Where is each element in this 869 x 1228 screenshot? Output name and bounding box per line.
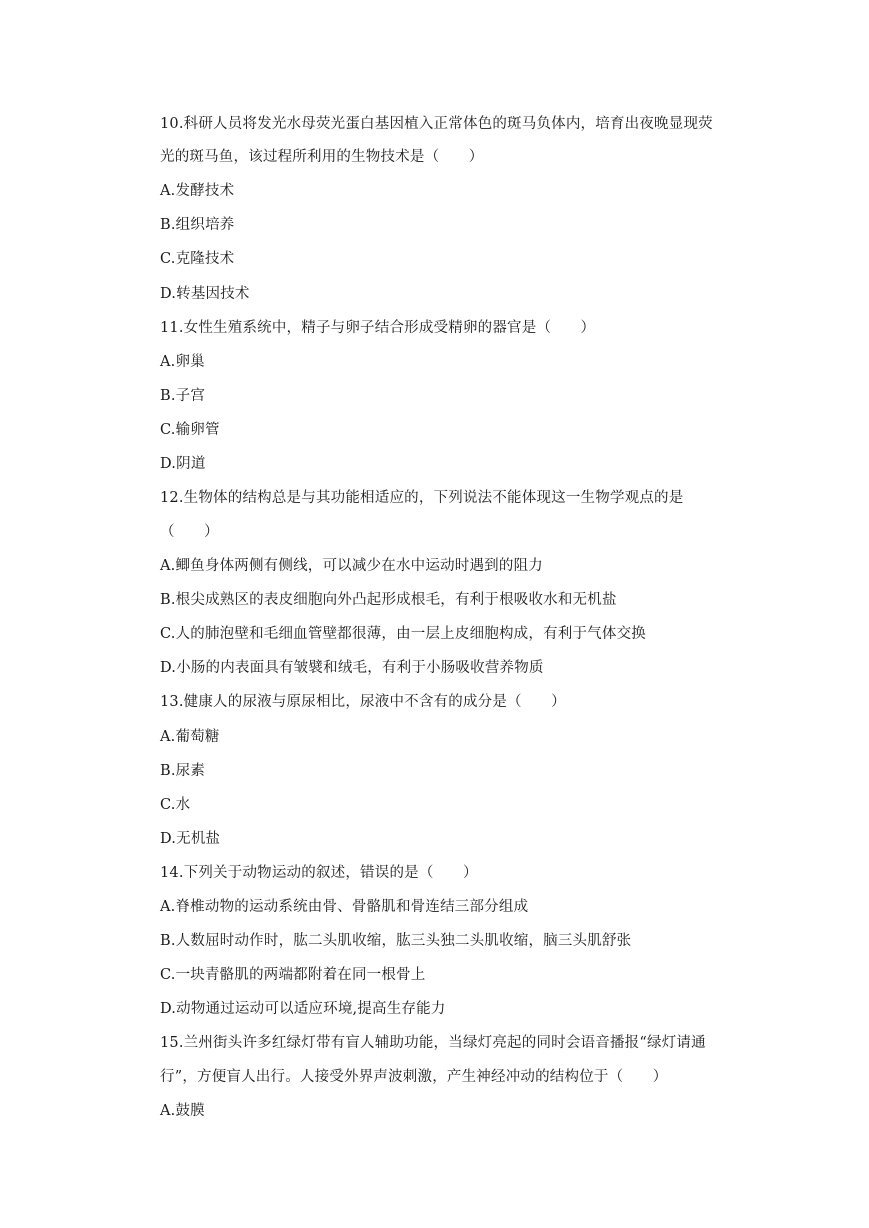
q10-option-c: C.克隆技术 — [160, 251, 235, 267]
q12-stem-line-2: （ ） — [160, 524, 219, 540]
q13-option-c: C.水 — [160, 797, 191, 813]
q10-option-a: A.发酵技术 — [160, 183, 235, 199]
q14-option-b: B.人数屈时动作时，肱二头肌收缩，肱三头独二头肌收缩，脑三头肌舒张 — [160, 933, 632, 949]
q12-option-a: A.鲫鱼身体两侧有侧线，可以减少在水中运动时遇到的阻力 — [160, 558, 543, 574]
q13-stem-line-1: 13.健康人的尿液与原尿相比，尿液中不含有的成分是（ ） — [160, 694, 566, 710]
q13-option-b: B.尿素 — [160, 763, 206, 779]
q11-option-b: B.子宫 — [160, 388, 206, 404]
q10-option-d: D.转基因技术 — [160, 286, 250, 302]
q13-option-d: D.无机盐 — [160, 831, 221, 847]
q12-option-d: D.小肠的内表面具有皱襞和绒毛，有利于小肠吸收营养物质 — [160, 660, 544, 676]
q12-option-c: C.人的肺泡壁和毛细血管壁都很薄，由一层上皮细胞构成，有利于气体交换 — [160, 626, 646, 642]
q11-option-c: C.输卵管 — [160, 422, 220, 438]
q15-option-a: A.鼓膜 — [160, 1103, 205, 1119]
q15-stem-line-1: 15.兰州街头许多红绿灯带有盲人辅助功能，当绿灯亮起的同时会语音播报“绿灯请通 — [160, 1035, 706, 1051]
q12-option-b: B.根尖成熟区的表皮细胞向外凸起形成根毛，有利于根吸收水和无机盐 — [160, 592, 617, 608]
q14-stem-line-1: 14.下列关于动物运动的叙述，错误的是（ ） — [160, 865, 478, 881]
q14-option-c: C.一块青骼肌的两端都附着在同一根骨上 — [160, 967, 426, 983]
q11-option-a: A.卵巢 — [160, 354, 205, 370]
q10-stem-line-2: 光的斑马鱼，该过程所利用的生物技术是（ ） — [160, 149, 484, 165]
q10-stem-line-1: 10.科研人员将发光水母荧光蛋白基因植入正常体色的斑马负体内，培育出夜晚显现荧 — [160, 116, 713, 132]
q10-option-b: B.组织培养 — [160, 217, 235, 233]
q12-stem-line-1: 12.生物体的结构总是与其功能相适应的，下列说法不能体现这一生物学观点的是 — [160, 490, 684, 506]
q13-option-a: A.葡萄糖 — [160, 729, 220, 745]
q11-option-d: D.阴道 — [160, 456, 206, 472]
q14-option-a: A.脊椎动物的运动系统由骨、骨骼肌和骨连结三部分组成 — [160, 899, 529, 915]
q11-stem-line-1: 11.女性生殖系统中，精子与卵子结合形成受精卵的器官是（ ） — [160, 320, 596, 336]
q14-option-d: D.动物通过运动可以适应环境,提高生存能力 — [160, 1001, 446, 1017]
q15-stem-line-2: 行”，方便盲人出行。人接受外界声波刺激，产生神经冲动的结构位于（ ） — [160, 1069, 668, 1085]
